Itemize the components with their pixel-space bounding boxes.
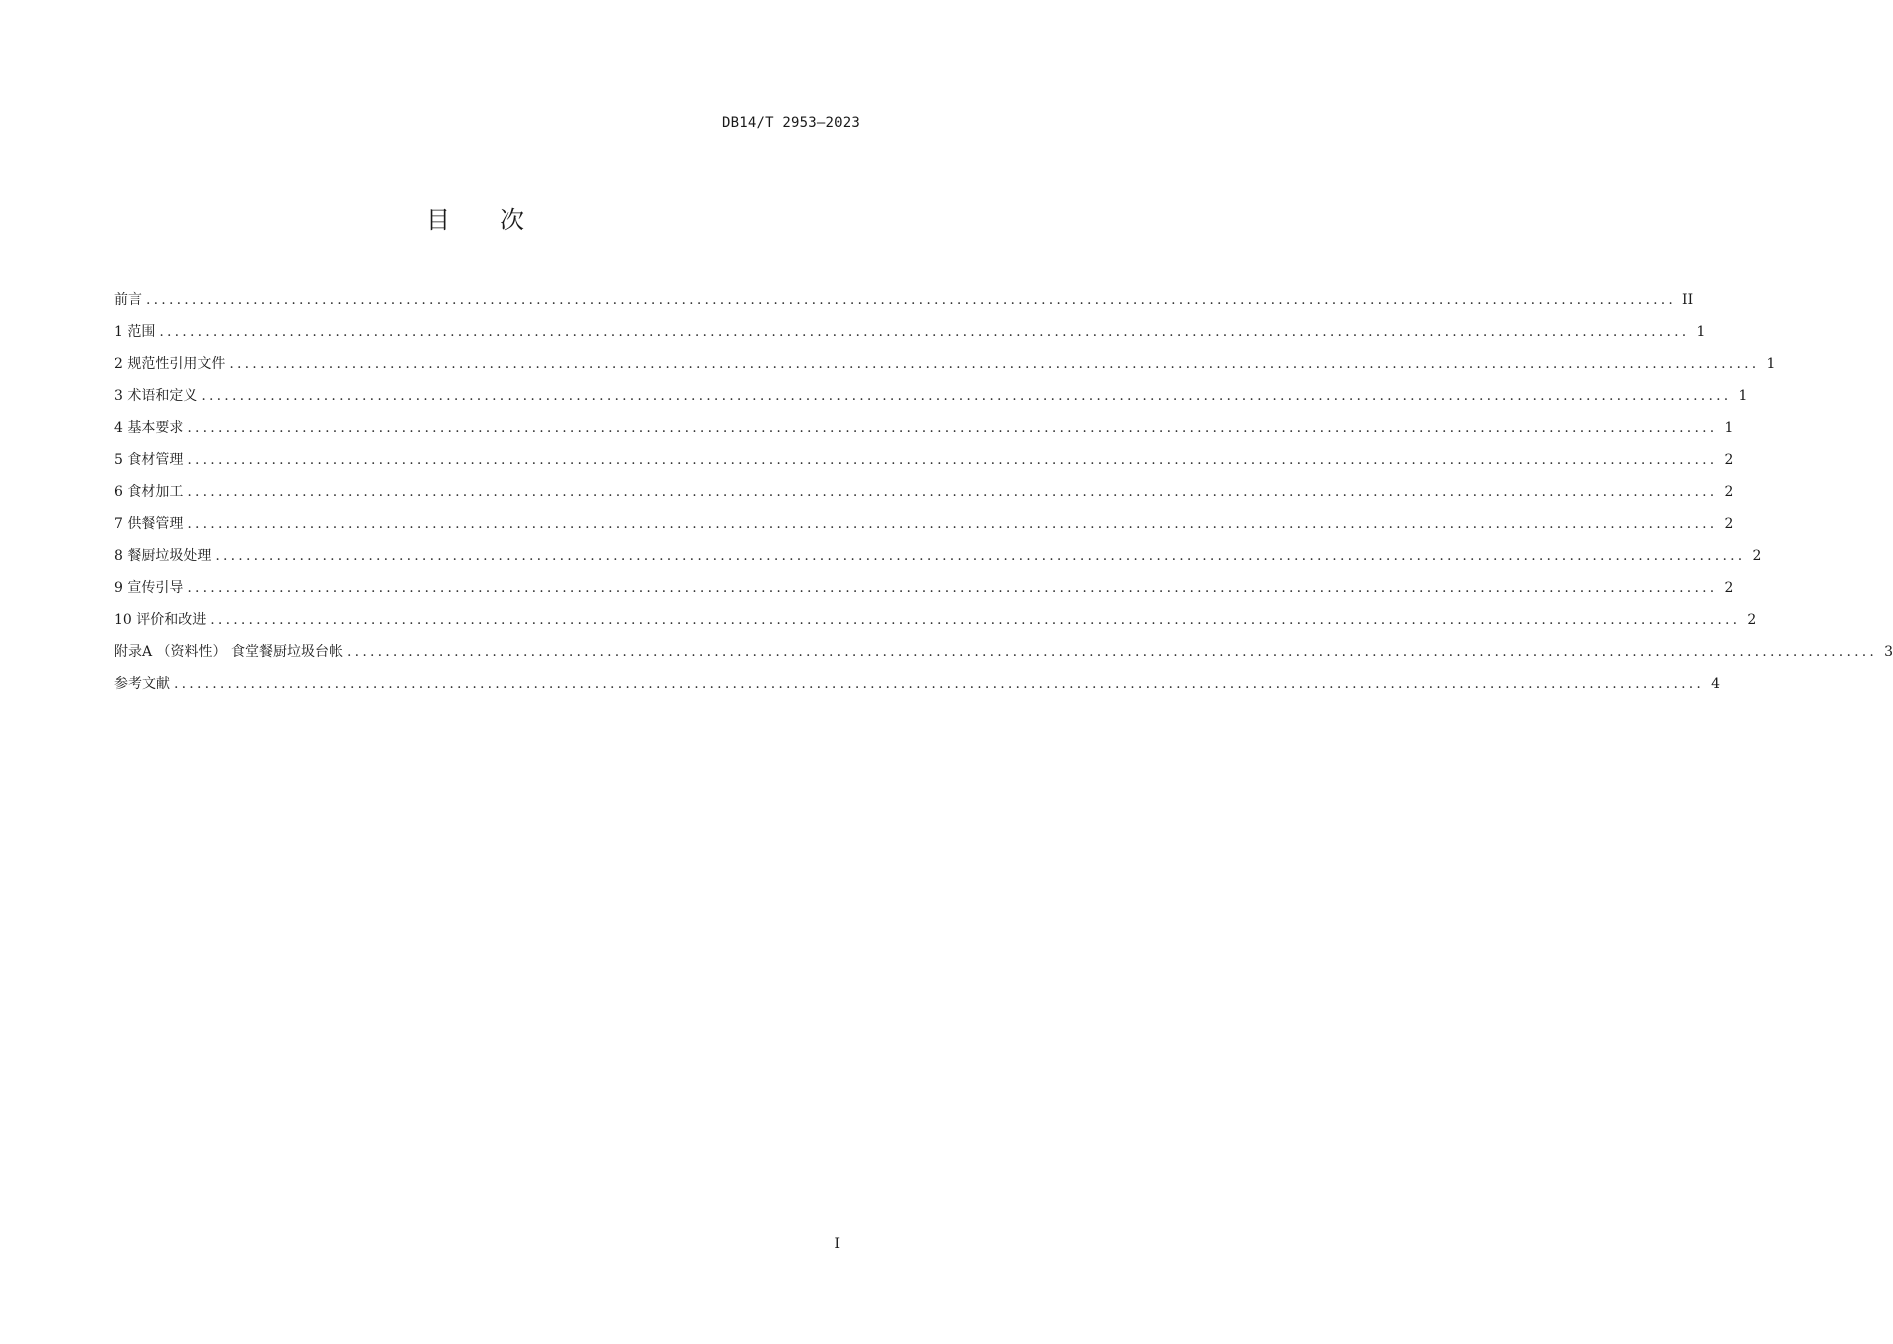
toc-entry-label: 前言 [114,292,142,308]
toc-entry-label: 5 食材管理 [114,452,184,468]
toc-entry-page: 1 [1724,420,1734,436]
toc-entry-page: 1 [1738,388,1748,404]
toc-entry-evaluation[interactable] [114,606,1757,638]
dot-leader: ........................................................................................................................................................................................................ [174,676,1705,692]
toc-entry-page: II [1682,292,1694,308]
page-number: I [834,1236,840,1252]
toc-entry-page: 2 [1724,580,1734,596]
toc-entry-page: 2 [1747,612,1757,628]
toc-entry-meal-supply-management[interactable] [114,510,1734,542]
toc-entry-kitchen-waste[interactable] [114,542,1762,574]
dot-leader: ........................................................................................................................................................................................................ [187,420,1718,436]
toc-entry-basic-requirements[interactable] [114,414,1734,446]
toc-entry-page: 3 [1884,644,1893,660]
toc-entry-publicity[interactable] [114,574,1734,606]
toc-entry-label: 1 范围 [114,324,156,340]
toc-entry-bibliography[interactable] [114,670,1721,702]
toc-entry-foreword[interactable] [114,286,1694,318]
toc-entry-label: 6 食材加工 [114,484,184,500]
toc-entry-normative-references[interactable] [114,350,1776,382]
toc-entry-scope[interactable] [114,318,1706,350]
dot-leader: ........................................................................................................................................................................................................ [215,548,1746,564]
toc-entry-page: 4 [1711,676,1721,692]
toc-entry-appendix-a[interactable] [114,638,1893,670]
toc-entry-label: 3 术语和定义 [114,388,198,404]
toc-entry-label: 参考文献 [114,676,170,692]
dot-leader: ........................................................................................................................................................................................................ [229,356,1760,372]
dot-leader: ........................................................................................................................................................................................................ [187,516,1718,532]
toc-title [0,200,950,235]
toc-title-part1: 目 [426,206,450,234]
toc-entry-label: 10 评价和改进 [114,612,207,628]
toc-entry-label: 2 规范性引用文件 [114,356,226,372]
dot-leader: ........................................................................................................................................................................................................ [210,612,1741,628]
toc-entry-page: 2 [1724,484,1734,500]
toc-title-part2: 次 [500,206,524,234]
toc-entry-label: 4 基本要求 [114,420,184,436]
dot-leader: ........................................................................................................................................................................................................ [146,292,1677,308]
dot-leader: ........................................................................................................................................................................................................ [187,580,1718,596]
toc-entry-label: 9 宣传引导 [114,580,184,596]
toc-entry-ingredient-management[interactable] [114,446,1734,478]
table-of-contents [114,286,1893,702]
document-code: DB14/T 2953—2023 [721,115,860,131]
toc-entry-terms-definitions[interactable] [114,382,1748,414]
toc-entry-page: 1 [1696,324,1706,340]
toc-entry-page: 2 [1724,516,1734,532]
toc-entry-ingredient-processing[interactable] [114,478,1734,510]
toc-entry-page: 2 [1724,452,1734,468]
dot-leader: ........................................................................................................................................................................................................ [201,388,1732,404]
dot-leader: ........................................................................................................................................................................................................ [187,484,1718,500]
dot-leader: ........................................................................................................................................................................................................ [347,644,1878,660]
dot-leader: ........................................................................................................................................................................................................ [187,452,1718,468]
toc-entry-page: 2 [1752,548,1762,564]
toc-entry-label: 附录A （资料性） 食堂餐厨垃圾台帐 [114,644,344,660]
dot-leader: ........................................................................................................................................................................................................ [159,324,1690,340]
toc-entry-label: 7 供餐管理 [114,516,184,532]
toc-entry-label: 8 餐厨垃圾处理 [114,548,212,564]
toc-entry-page: 1 [1766,356,1776,372]
